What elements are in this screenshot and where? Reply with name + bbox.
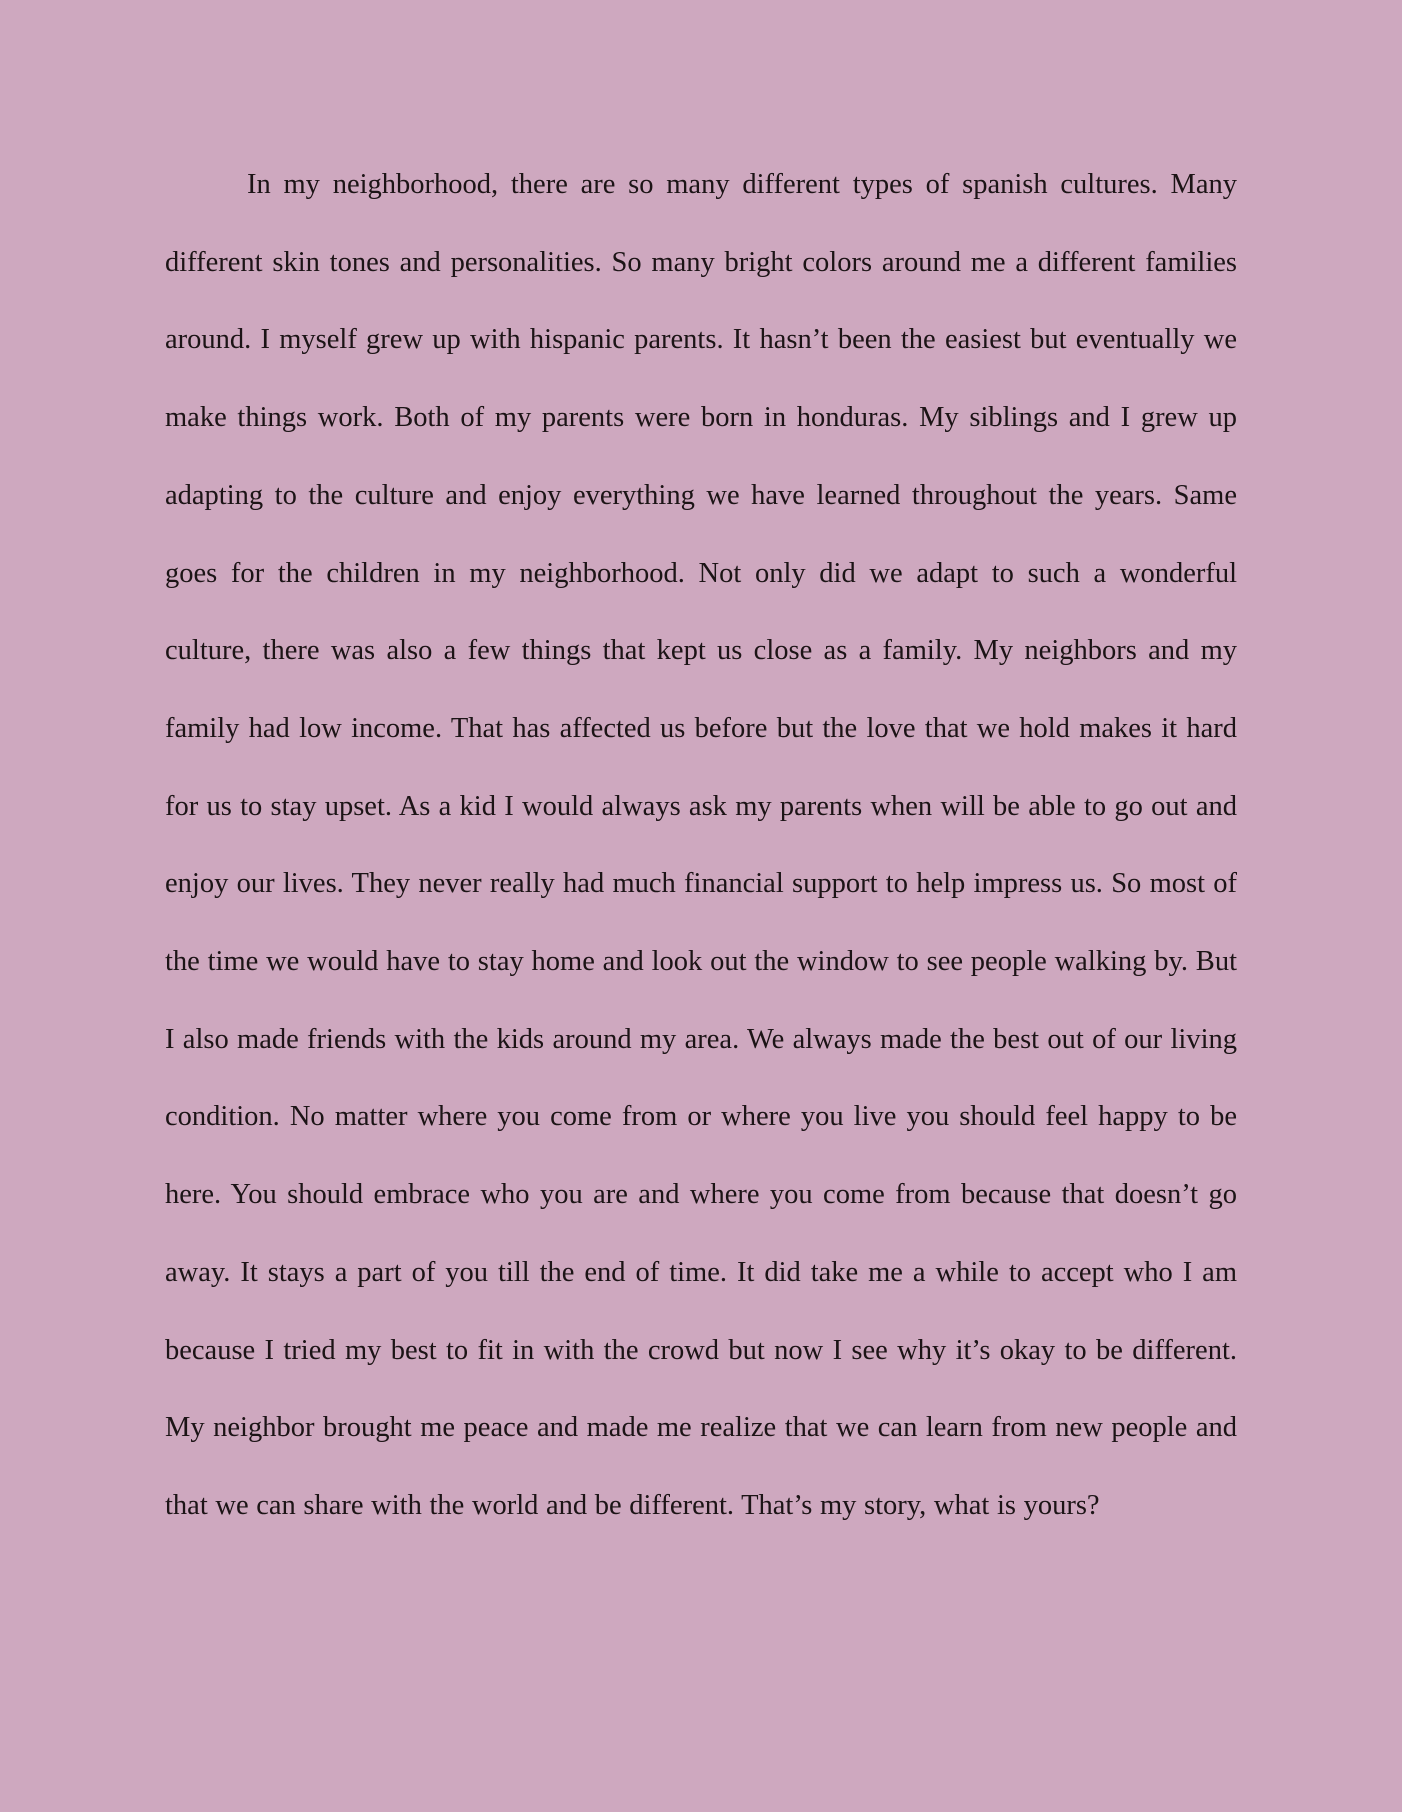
body-paragraph: In my neighborhood, there are so many different types of spanish cultures. Many different skin tones and personalities. So many bright colors around me a different families around. I myself grew up with hispanic parents. It hasn’t been the easiest but eventually we make things work. Both of my parents were born in honduras. My siblings and I grew up adapting to the culture and enjoy everything we have learned throughout the years. Same goes for the children in my neighborhood. Not only did we adapt to such a wonderful culture, there was also a few things that kept us close as a family. My neighbors and my family had low income. That has affected us before but the love that we hold makes it hard for us to stay upset. As a kid I would always ask my parents when will be able to go out and enjoy our lives. They never really had much financial support to help impress us. So most of the time we would have to stay home and look out the window to see people walking by. But I also made friends with the kids around my area. We always made the best out of our living condition. No matter where you come from or where you live you should feel happy to be here. You should embrace who you are and where you come from because that doesn’t go away. It stays a part of you till the end of time. It did take me a while to accept who I am because I tried my best to fit in with the crowd but now I see why it’s okay to be different. My neighbor brought me peace and made me realize that we can learn from new people and that we can share with the world and be different. That’s my story, what is yours? — [165, 169, 1237, 1521]
